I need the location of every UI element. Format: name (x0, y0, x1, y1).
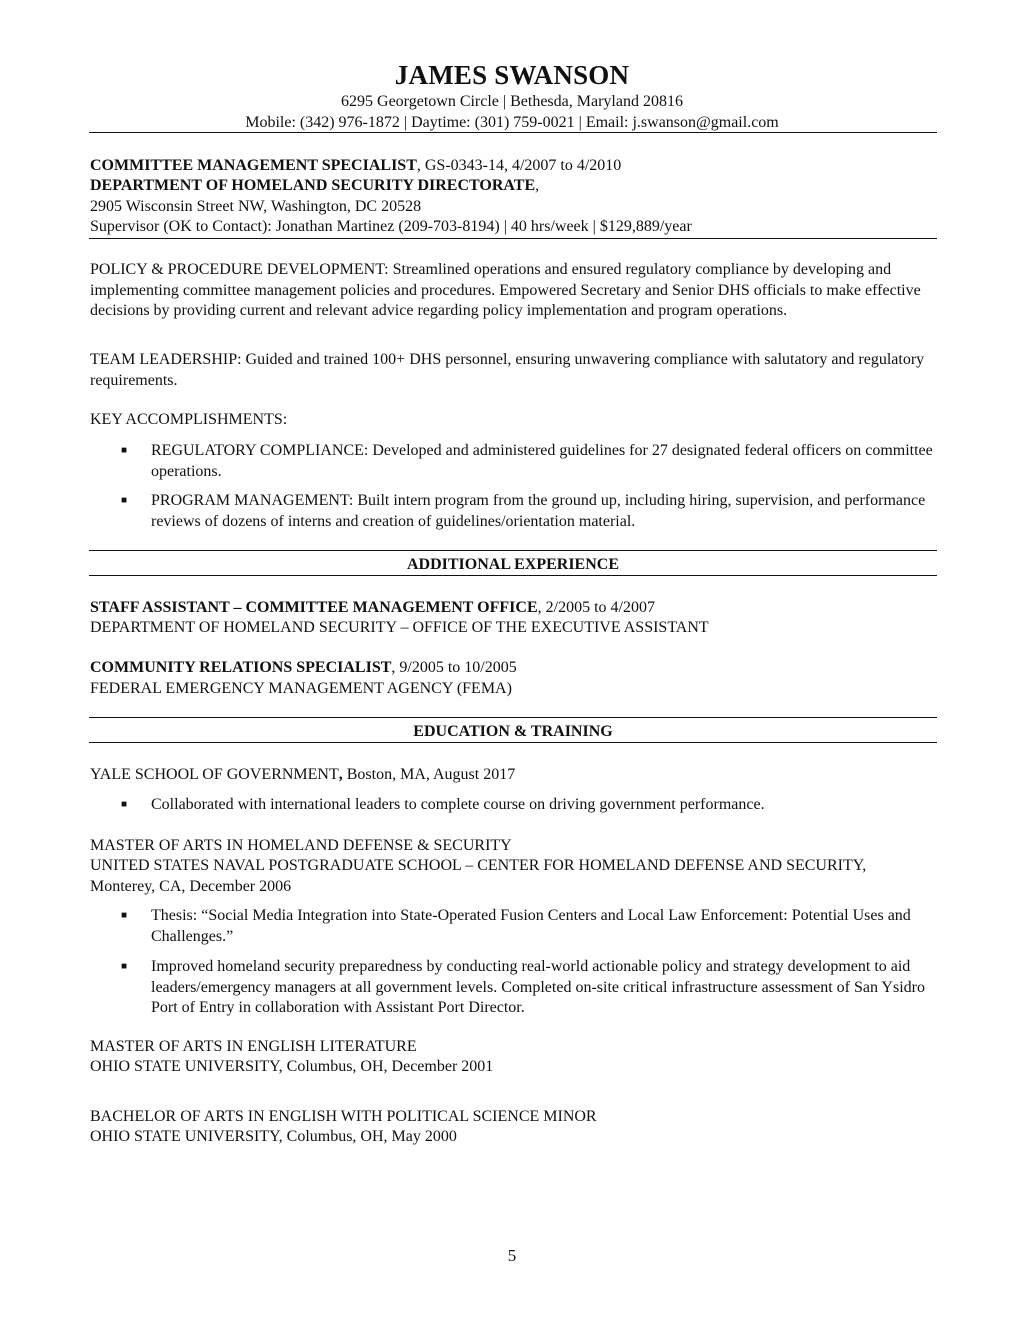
nps-school: UNITED STATES NAVAL POSTGRADUATE SCHOOL – CENTER FOR HOMELAND DEFENSE AND SECURITY, Monterey, CA, December 2006 (90, 857, 867, 895)
additional-experience-heading: ADDITIONAL EXPERIENCE (406, 556, 620, 573)
applicant-address: 6295 Georgetown Circle | Bethesda, Maryland 20816 (341, 93, 683, 110)
nps-thesis: Thesis: “Social Media Integration into State-Operated Fusion Centers and Local Law Enforcement: Potential Uses and Challenges.” (151, 907, 911, 945)
section-divider-bottom (89, 742, 937, 743)
accomplishment-item: PROGRAM MANAGEMENT: Built intern program from the ground up, including hiring, supervision, and performance reviews of dozens of interns and creation of guidelines/orientation material. (151, 492, 926, 530)
current-job-org-comma: , (535, 177, 540, 194)
header-divider (89, 132, 937, 133)
experience-title: COMMUNITY RELATIONS SPECIALIST (90, 659, 392, 676)
section-divider-top (89, 717, 937, 718)
current-job-title-line (90, 156, 621, 176)
experience-org: FEDERAL EMERGENCY MANAGEMENT AGENCY (FEMA) (90, 680, 512, 697)
osu-ma-school: OHIO STATE UNIVERSITY, Columbus, OH, December 2001 (90, 1058, 494, 1075)
experience-org: DEPARTMENT OF HOMELAND SECURITY – OFFICE OF THE EXECUTIVE ASSISTANT (90, 619, 709, 636)
policy-paragraph: POLICY & PROCEDURE DEVELOPMENT: Streamlined operations and ensured regulatory compliance by developing and implementing committee management policies and procedures. Empowered Secretary and Senior DHS officials to make effective decisions by providing current and relevant advice regarding policy implementation and program operations. (90, 261, 921, 319)
osu-ba-school: OHIO STATE UNIVERSITY, Columbus, OH, May 2000 (90, 1128, 457, 1145)
experience-dates: , 2/2005 to 4/2007 (537, 599, 655, 616)
osu-ba-degree: BACHELOR OF ARTS IN ENGLISH WITH POLITICAL SCIENCE MINOR (90, 1108, 597, 1125)
experience-title: STAFF ASSISTANT – COMMITTEE MANAGEMENT OFFICE (90, 599, 538, 616)
section-divider-top (89, 550, 937, 551)
yale-detail: Boston, MA, August 2017 (342, 766, 516, 783)
bullet-icon: ■ (121, 910, 128, 921)
bullet-icon: ■ (121, 799, 128, 810)
nps-bullet: Improved homeland security preparedness by conducting real-world actionable policy and strategy development to aid leaders/emergency managers at all government levels. Completed on-site critical infrastructure assessment of San Ysidro Port of Entry in collaboration with Assistant Port Director. (151, 958, 925, 1016)
yale-school: YALE SCHOOL OF GOVERNMENT (90, 766, 339, 783)
applicant-name: JAMES SWANSON (394, 60, 630, 90)
nps-degree: MASTER OF ARTS IN HOMELAND DEFENSE & SECURITY (90, 837, 512, 854)
current-job-org-line (90, 176, 539, 196)
accomplishment-item: REGULATORY COMPLIANCE: Developed and administered guidelines for 27 designated federal officers on committee operations. (151, 442, 933, 480)
current-job-org: DEPARTMENT OF HOMELAND SECURITY DIRECTORATE (90, 177, 536, 194)
accomplishments-label: KEY ACCOMPLISHMENTS: (90, 411, 288, 428)
applicant-contact: Mobile: (342) 976-1872 | Daytime: (301) 759-0021 | Email: j.swanson@gmail.com (245, 114, 779, 131)
yale-line (90, 765, 515, 785)
bullet-icon: ■ (121, 445, 128, 456)
yale-comma: , (338, 766, 343, 783)
bullet-icon: ■ (121, 961, 128, 972)
current-job-supervisor: Supervisor (OK to Contact): Jonathan Martinez (209-703-8194) | 40 hrs/week | $129,889/year (90, 218, 692, 235)
experience-title-line (90, 598, 655, 618)
osu-ma-degree: MASTER OF ARTS IN ENGLISH LITERATURE (90, 1038, 417, 1055)
leadership-paragraph: TEAM LEADERSHIP: Guided and trained 100+ DHS personnel, ensuring unwavering compliance with salutatory and regulatory requirements. (90, 351, 925, 389)
page-number: 5 (507, 1246, 517, 1265)
job-divider (89, 238, 937, 239)
section-divider-bottom (89, 575, 937, 576)
current-job-title: COMMITTEE MANAGEMENT SPECIALIST (90, 157, 417, 174)
bullet-icon: ■ (121, 495, 128, 506)
yale-bullet: Collaborated with international leaders to complete course on driving government performance. (151, 796, 765, 813)
experience-dates: , 9/2005 to 10/2005 (391, 659, 517, 676)
current-job-title-detail: , GS-0343-14, 4/2007 to 4/2010 (416, 157, 622, 174)
current-job-address: 2905 Wisconsin Street NW, Washington, DC 20528 (90, 198, 422, 215)
experience-title-line (90, 658, 517, 678)
education-heading: EDUCATION & TRAINING (413, 723, 613, 740)
